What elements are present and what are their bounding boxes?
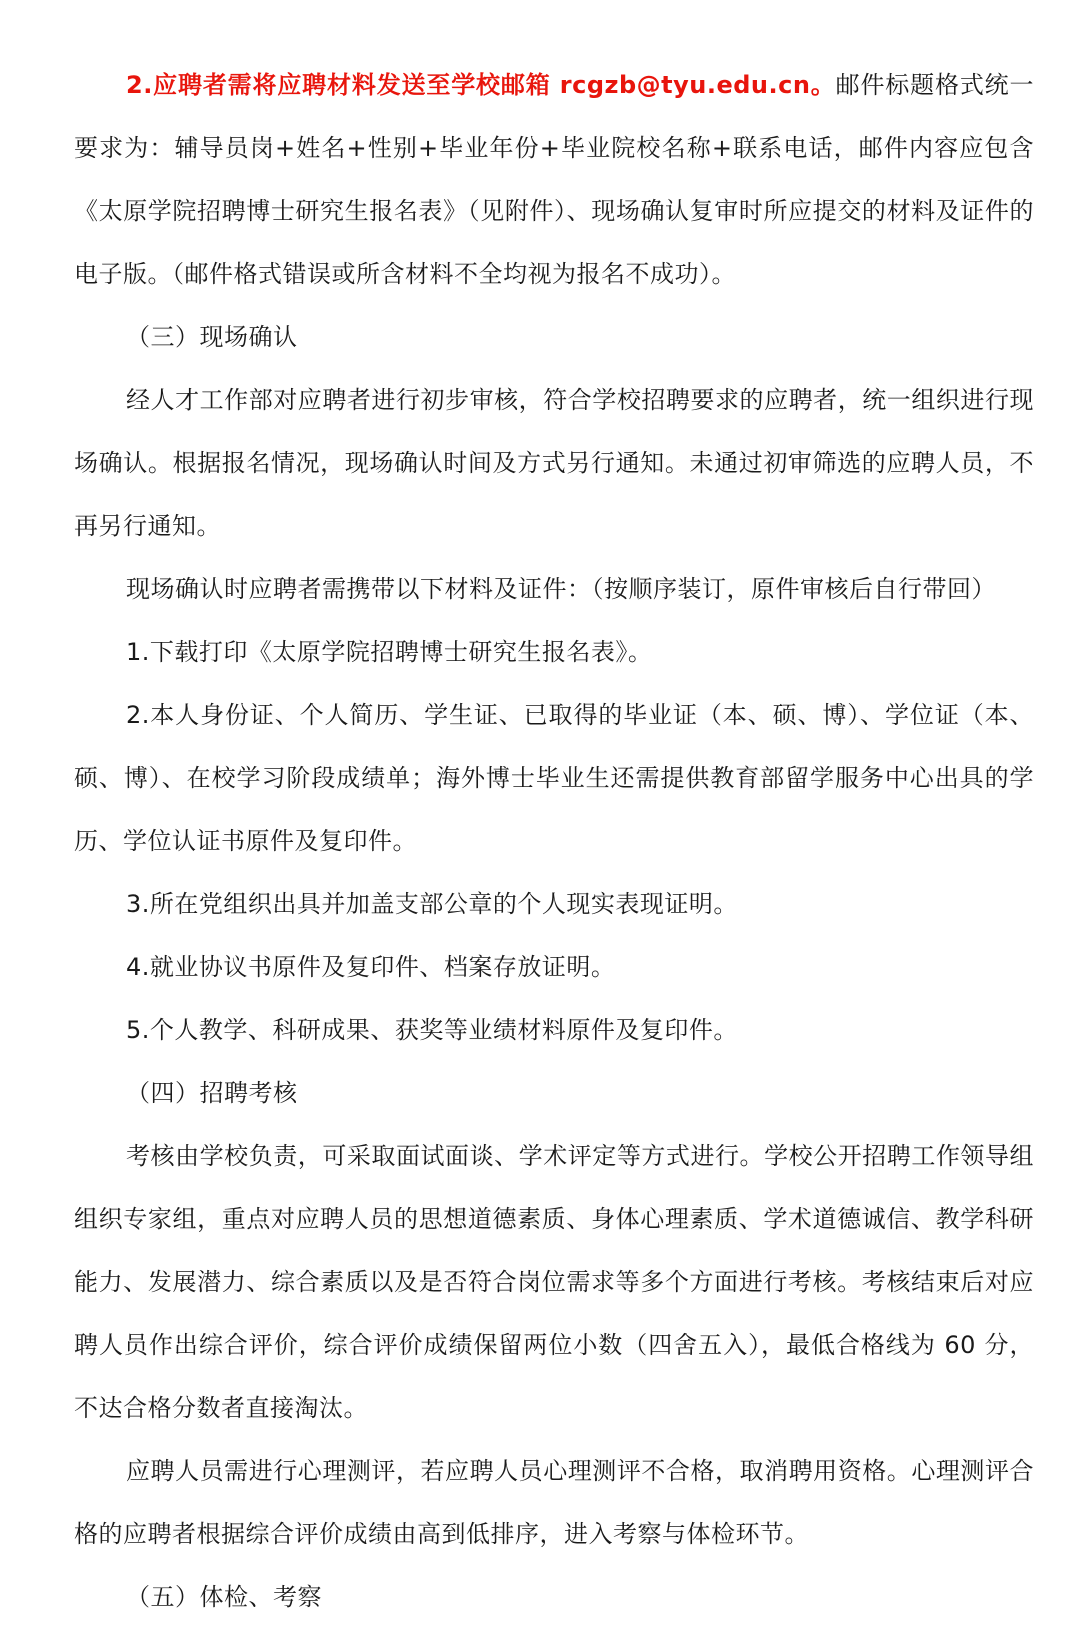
paragraph-email-submission — [74, 54, 1034, 306]
section-heading-physical-exam: （五）体检、考察 — [126, 1583, 322, 1611]
paragraph-initial-review: 经人才工作部对应聘者进行初步审核，符合学校招聘要求的应聘者，统一组织进行现场确认。根据报名情况，现场确认时间及方式另行通知。未通过初审筛选的应聘人员，不再另行通知。 — [74, 386, 1034, 540]
email-format-text: 邮件标题格式统一要求为：辅导员岗+姓名+性别+毕业年份+毕业院校名称+联系电话，邮件内容应包含《太原学院招聘博士研究生报名表》（见附件）、现场确认复审时所应提交的材料及证件的电子版。（邮件格式错误或所含材料不全均视为报名不成功）。 — [74, 71, 1034, 288]
list-item-achievements: 5.个人教学、科研成果、获奖等业绩材料原件及复印件。 — [126, 1016, 738, 1044]
paragraph-materials-intro: 现场确认时应聘者需携带以下材料及证件：（按顺序装订，原件审核后自行带回） — [126, 575, 996, 603]
list-item-party-certificate: 3.所在党组织出具并加盖支部公章的个人现实表现证明。 — [126, 890, 738, 918]
email-requirement-highlight: 2.应聘者需将应聘材料发送至学校邮箱 rcgzb@tyu.edu.cn。 — [126, 71, 836, 99]
section-heading-onsite-confirmation: （三）现场确认 — [126, 323, 298, 351]
list-item-id-documents: 2.本人身份证、个人简历、学生证、已取得的毕业证（本、硕、博）、学位证（本、硕、博）、在校学习阶段成绩单；海外博士毕业生还需提供教育部留学服务中心出具的学历、学位认证书原件及复印件。 — [74, 701, 1034, 855]
section-heading-assessment: （四）招聘考核 — [126, 1079, 298, 1107]
list-item-registration-form: 1.下载打印《太原学院招聘博士研究生报名表》。 — [126, 638, 653, 666]
paragraph-psychological-test: 应聘人员需进行心理测评，若应聘人员心理测评不合格，取消聘用资格。心理测评合格的应聘者根据综合评价成绩由高到低排序，进入考察与体检环节。 — [74, 1457, 1034, 1548]
list-item-employment-agreement: 4.就业协议书原件及复印件、档案存放证明。 — [126, 953, 616, 981]
paragraph-assessment: 考核由学校负责，可采取面试面谈、学术评定等方式进行。学校公开招聘工作领导组组织专家组，重点对应聘人员的思想道德素质、身体心理素质、学术道德诚信、教学科研能力、发展潜力、综合素质以及是否符合岗位需求等多个方面进行考核。考核结束后对应聘人员作出综合评价，综合评价成绩保留两位小数（四舍五入），最低合格线为 60 分，不达合格分数者直接淘汰。 — [74, 1142, 1034, 1422]
